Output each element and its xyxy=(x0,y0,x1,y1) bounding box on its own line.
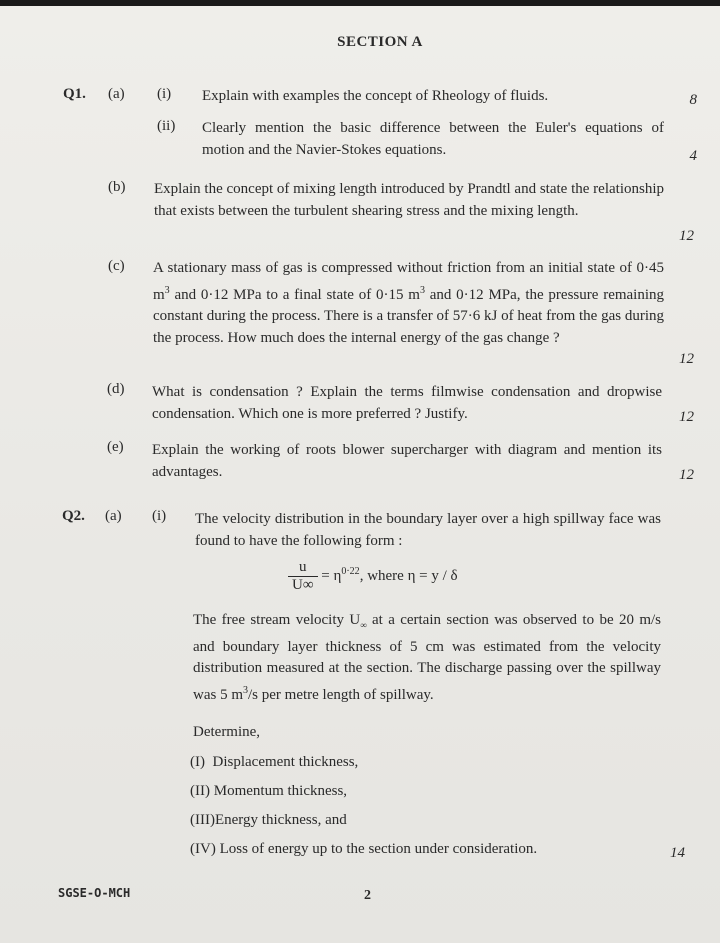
q1-part-e-label: (e) xyxy=(107,439,124,455)
paper-code: SGSE-O-MCH xyxy=(58,886,131,900)
q1-c-marks: 12 xyxy=(679,351,694,367)
q1-part-b-label: (b) xyxy=(108,179,126,195)
q1-a-i-label: (i) xyxy=(157,86,172,102)
q2-item-2: (II) Momentum thickness, xyxy=(190,783,348,799)
section-title: SECTION A xyxy=(337,34,423,50)
q2-a-i-label: (i) xyxy=(152,508,167,524)
q1-part-c-label: (c) xyxy=(108,258,125,274)
q1-a-ii-marks: 4 xyxy=(689,148,697,164)
velocity-formula: $\frac{u}{U\infty}$ = $\eta^{0\cdot 22}$, where η = y / δ xyxy=(288,559,458,594)
q2-marks: 14 xyxy=(670,845,685,861)
q1-c-text: A stationary mass of gas is compressed without friction from an initial state of 0·45 $m^3$ and 0·12 MPa to a final state of 0·15 $m^3$ and 0·12 MPa, the pressure remaining constant during the process. There is a transfer of 57·6 kJ of heat from the gas during the process. How much does the internal energy of the gas change ? xyxy=(153,260,665,346)
q1-e-marks: 12 xyxy=(679,467,694,483)
q2-determine: Determine, xyxy=(193,724,261,740)
q2-item-3: (III)Energy thickness, and xyxy=(190,812,347,828)
q1-a-i-text: Explain with examples the concept of Rheology of fluids. xyxy=(202,88,549,104)
q1-part-d-label: (d) xyxy=(107,381,125,397)
q2-item-4: (IV) Loss of energy up to the section under consideration. xyxy=(190,841,538,857)
question-1-number: Q1. xyxy=(63,86,86,102)
q1-d-text: What is condensation ? Explain the terms filmwise condensation and dropwise condensation. Which one is more preferred ? Justify. xyxy=(152,384,662,422)
q1-e-text: Explain the working of roots blower supercharger with diagram and mention its advantages. xyxy=(152,442,662,480)
q2-part-a-label: (a) xyxy=(105,508,122,524)
formula-fraction: $\frac{u}{U\infty}$ xyxy=(288,559,318,594)
q1-d-marks: 12 xyxy=(679,409,694,425)
q1-b-marks: 12 xyxy=(679,228,694,244)
q1-a-i-marks: 8 xyxy=(689,92,697,108)
q1-a-ii-text: Clearly mention the basic difference between the Euler's equations of motion and the Navier-Stokes equations. xyxy=(202,120,664,158)
q1-b-text: Explain the concept of mixing length introduced by Prandtl and state the relationship that exists between the turbulent shearing stress and the mixing length. xyxy=(154,181,664,219)
q2-paragraph: The free stream velocity $U_\infty$ at a certain section was observed to be 20 m/s and boundary layer thickness of 5 cm was estimated from the velocity distribution measured at the section. The discharge passing over the spillway was 5 $m^3/s$ per metre length of spillway. xyxy=(193,612,662,703)
page-number: 2 xyxy=(364,888,371,903)
q1-a-ii-label: (ii) xyxy=(157,118,176,134)
q1-part-a-label: (a) xyxy=(108,86,125,102)
q2-intro-text: The velocity distribution in the boundary layer over a high spillway face was found to have the following form : xyxy=(195,511,661,549)
question-2-number: Q2. xyxy=(62,508,85,524)
q2-item-1: (I) Displacement thickness, xyxy=(190,754,359,770)
